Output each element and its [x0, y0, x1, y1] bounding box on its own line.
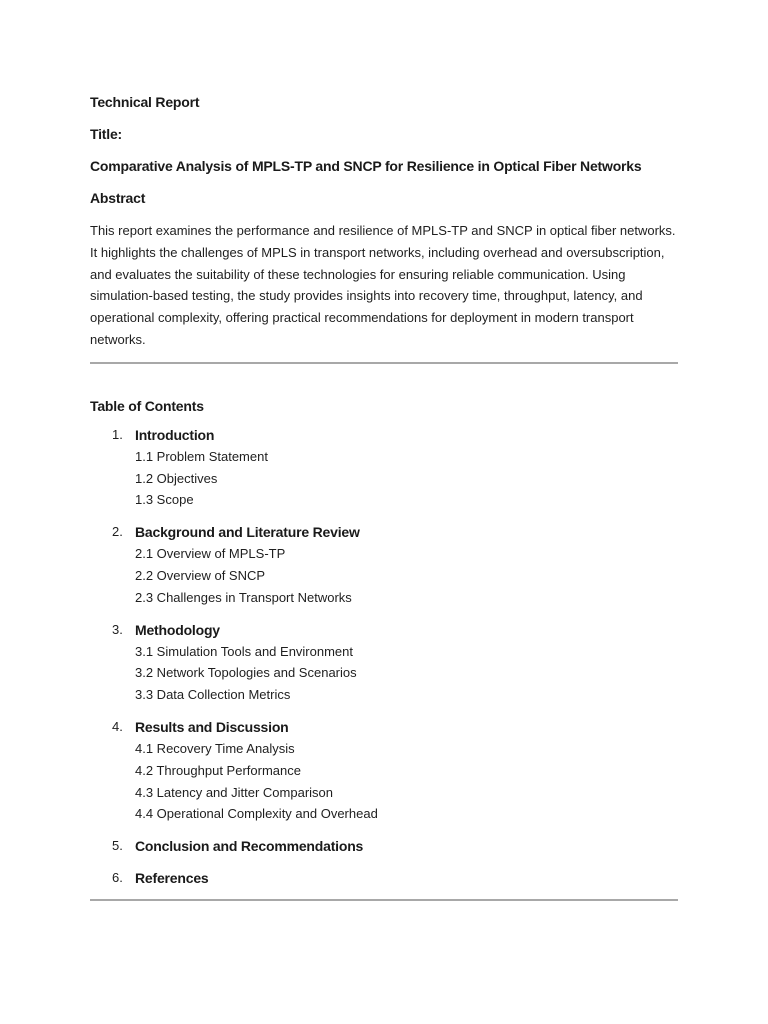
document-page	[90, 88, 678, 901]
table-of-contents	[90, 424, 678, 889]
toc-subsection: 3.2 Network Topologies and Scenarios	[135, 665, 357, 681]
toc-subsection-list	[135, 738, 678, 825]
toc-subsection: 2.3 Challenges in Transport Networks	[135, 589, 352, 605]
toc-section	[90, 835, 678, 857]
toc-section-title: Background and Literature Review	[135, 524, 360, 541]
toc-section	[90, 424, 678, 511]
toc-subsection: 3.1 Simulation Tools and Environment	[135, 643, 353, 659]
toc-section-number: 6.	[112, 870, 123, 886]
toc-section	[90, 716, 678, 825]
toc-subsection: 4.2 Throughput Performance	[135, 762, 301, 778]
toc-section-number: 2.	[112, 524, 123, 540]
toc-subsection: 4.1 Recovery Time Analysis	[135, 740, 295, 756]
toc-subsection: 3.3 Data Collection Metrics	[135, 687, 291, 703]
toc-section-title: Methodology	[135, 621, 220, 638]
abstract-heading: Abstract	[90, 190, 146, 206]
toc-section	[90, 867, 678, 889]
toc-subsection: 1.2 Objectives	[135, 470, 218, 486]
toc-section-number: 3.	[112, 621, 123, 637]
toc-subsection: 1.1 Problem Statement	[135, 448, 268, 464]
toc-subsection-list	[135, 446, 678, 511]
toc-section-title: References	[135, 870, 209, 887]
toc-section-title: Introduction	[135, 426, 215, 443]
toc-section-number: 4.	[112, 718, 123, 734]
toc-subsection-list	[135, 641, 678, 706]
toc-section-title: Results and Discussion	[135, 718, 289, 735]
toc-section-title: Conclusion and Recommendations	[135, 838, 364, 855]
toc-section-number: 5.	[112, 838, 123, 854]
title-label: Title:	[90, 126, 122, 142]
document-title: Comparative Analysis of MPLS-TP and SNCP for Resilience in Optical Fiber Networks	[90, 158, 642, 174]
toc-section	[90, 521, 678, 608]
report-label: Technical Report	[90, 94, 200, 110]
toc-subsection: 1.3 Scope	[135, 492, 194, 508]
section-divider	[90, 362, 678, 364]
toc-subsection-list	[135, 543, 678, 608]
toc-section-number: 1.	[112, 426, 123, 442]
toc-subsection: 4.4 Operational Complexity and Overhead	[135, 806, 378, 822]
toc-heading: Table of Contents	[90, 397, 204, 414]
toc-subsection: 2.2 Overview of SNCP	[135, 567, 266, 583]
section-divider	[90, 899, 678, 901]
abstract-text: This report examines the performance and resilience of MPLS-TP and SNCP in optical fiber networks. It highlights the challenges of MPLS in transport networks, including overhead and oversubscription, and evaluates the suitability of these technologies for ensuring reliable communication. Using simulation-based testing, the study provides insights into recovery time, throughput, latency, and operational complexity, offering practical recommendations for deployment in modern transport networks.	[90, 223, 676, 347]
toc-section	[90, 619, 678, 706]
toc-subsection: 4.3 Latency and Jitter Comparison	[135, 784, 333, 800]
toc-subsection: 2.1 Overview of MPLS-TP	[135, 546, 286, 562]
